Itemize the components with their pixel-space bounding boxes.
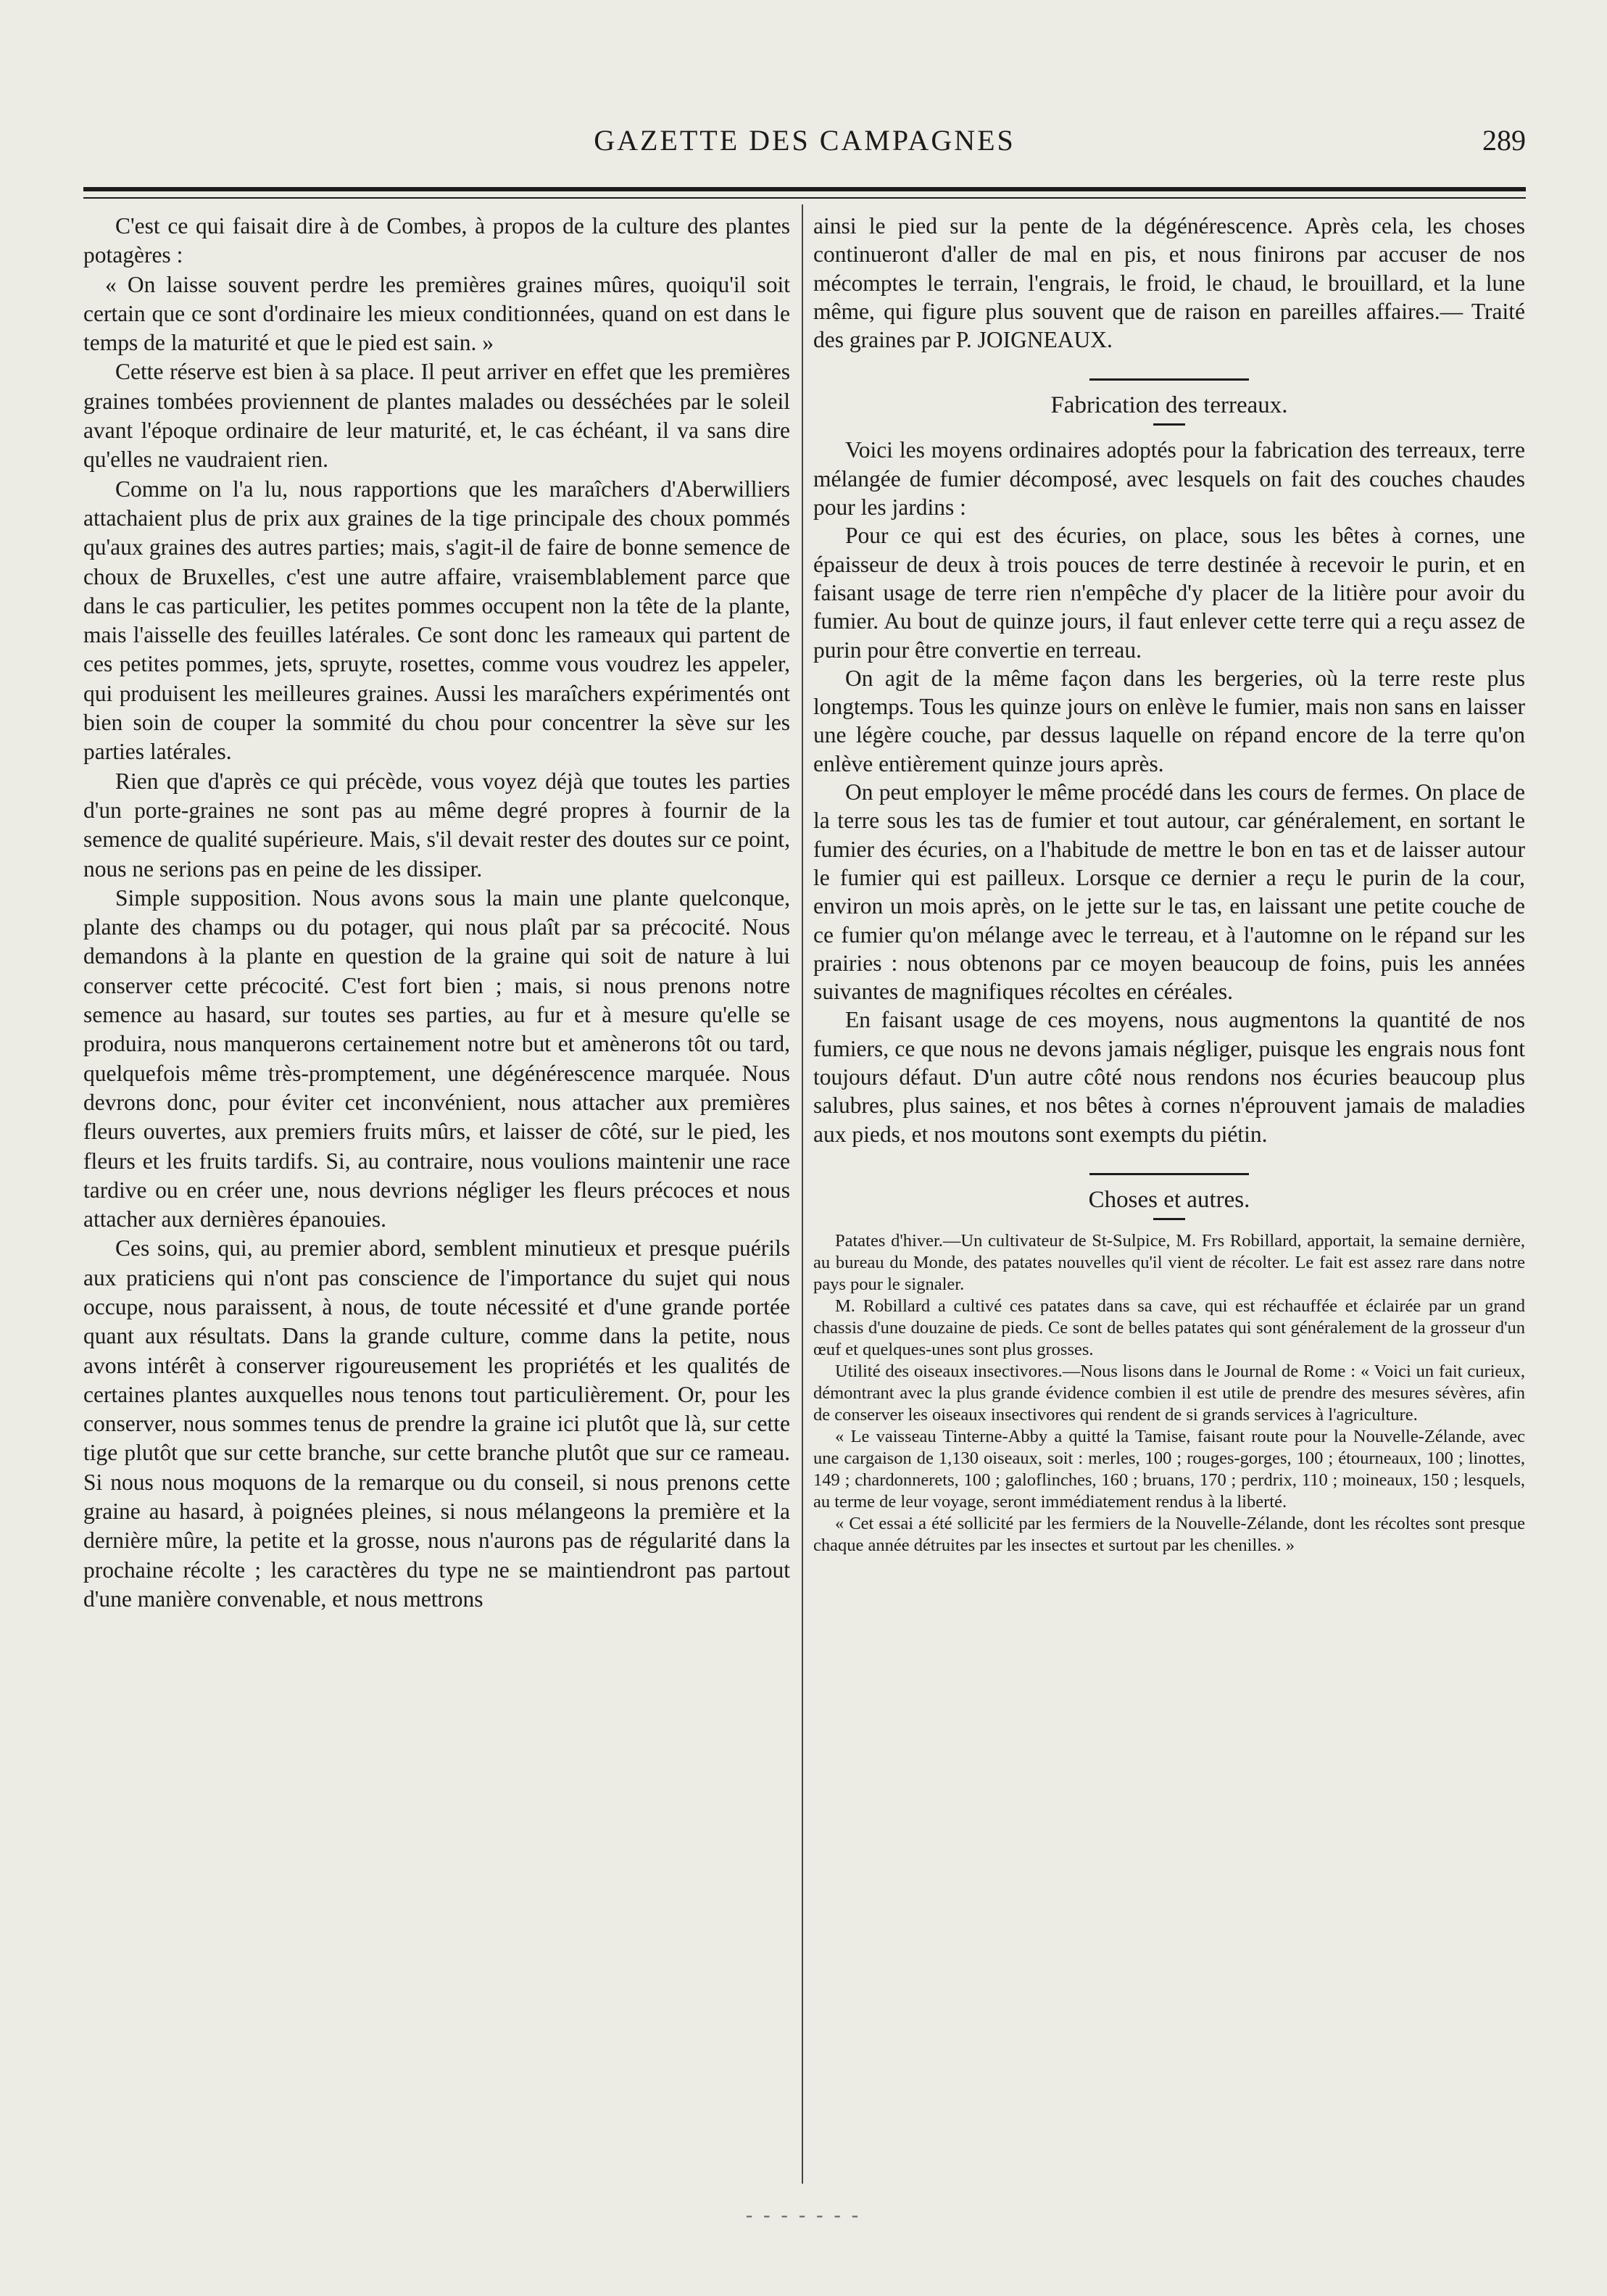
continuation-paragraph: ainsi le pied sur la pente de la dégénérescence. Après cela, les choses continueront d'aller de mal en pis, et nous finirons par accuser de nos mécomptes le terrain, l'engrais, le froid, le chaud, le brouillard, et la lune même, qui figure plus souvent que de raison en pareilles affaires.— Traité des graines par P. JOIGNEAUX. bbox=[813, 213, 1525, 353]
paragraph: En faisant usage de ces moyens, nous augmentons la quantité de nos fumiers, ce que nous ne devons jamais négliger, puisque les engrais nous font toujours défaut. D'un autre côté nous rendons nos écuries beaucoup plus salubres, plus saines, et nos bêtes à cornes n'éprouvent jamais de maladies aux pieds, et nos moutons sont exempts du piétin. bbox=[813, 1007, 1525, 1147]
column-divider bbox=[802, 204, 803, 2184]
paragraph: Cette réserve est bien à sa place. Il peut arriver en effet que les premières graines tombées proviennent de plantes malades ou desséchées par le soleil avant l'époque ordinaire de leur maturité, et, le cas échéant, il va sans dire qu'elles ne vaudraient rien. bbox=[83, 359, 790, 473]
section-title-terreaux: Fabrication des terreaux. bbox=[1050, 392, 1288, 419]
paragraph: Pour ce qui est des écuries, on place, sous les bêtes à cornes, une épaisseur de deux à trois pouces de terre destinée à recevoir le purin, et en faisant usage de terre rien n'empêche d'y placer de la litière pour avoir du fumier. Au bout de quinze jours, il faut enlever cette terre qui a reçu assez de purin pour être convertie en terreau. bbox=[813, 523, 1525, 663]
paragraph: « Cet essai a été sollicité par les fermiers de la Nouvelle-Zélande, dont les récoltes sont presque chaque année détruites par les insectes et surtout par les chenilles. » bbox=[813, 1513, 1525, 1555]
section-rule bbox=[1089, 378, 1249, 381]
paragraph: « Le vaisseau Tinterne-Abby a quitté la Tamise, faisant route pour la Nouvelle-Zélande, avec une cargaison de 1,130 oiseaux, soit : merles, 100 ; rouges-gorges, 100 ; étourneaux, 100 ; linottes, 149 ; chardonnerets, 100 ; galoflinches, 160 ; bruans, 170 ; perdrix, 110 ; moineaux, 150 ; lesquels, au terme de leur voyage, seront immédiatement rendus à la liberté. bbox=[813, 1426, 1525, 1512]
header-rule-thick bbox=[83, 187, 1526, 191]
paragraph: Patates d'hiver.—Un cultivateur de St-Sulpice, M. Frs Robillard, apportait, la semaine dernière, au bureau du Monde, des patates nouvelles qu'il vient de récolter. Le fait est assez rare dans notre pays pour le signaler. bbox=[813, 1230, 1525, 1294]
paragraph: Comme on l'a lu, nous rapportions que les maraîchers d'Aberwilliers attachaient plus de prix aux graines de la tige principale des choux pommés qu'aux graines des autres parties; mais, s'agit-il de faire de bonne semence de choux de Bruxelles, c'est une autre affaire, vraisemblablement parce que dans le cas particulier, les petites pommes occupent non la tête de la plante, mais l'aisselle des feuilles latérales. Ce sont donc les rameaux qui partent de ces petites pommes, jets, spruyte, rosettes, comme vous voudrez les appeler, qui produisent les meilleures graines. Aussi les maraîchers expérimentés ont bien soin de couper la sommité du chou pour concentrer la sève sur les parties latérales. bbox=[83, 476, 790, 765]
title-underline bbox=[1153, 423, 1185, 426]
paragraph: Utilité des oiseaux insectivores.—Nous lisons dans le Journal de Rome : « Voici un fait curieux, démontrant avec la plus grande évidence combien il est utile de prendre des mesures sévères, afin de conserver les oiseaux insectivores qui rendent de si grands services à l'agriculture. bbox=[813, 1361, 1525, 1425]
section-rule bbox=[1089, 1173, 1249, 1175]
page-number: 289 bbox=[1482, 124, 1526, 157]
paragraph: On peut employer le même procédé dans les cours de fermes. On place de la terre sous les tas de fumier et tout autour, car généralement, en sortant le fumier des écuries, on a l'habitude de mettre le bon en tas et de laisser autour le fumier qui est pailleux. Lorsque ce dernier a reçu le purin de la cour, environ un mois après, on le jette sur le tas, en laissant une petite couche de ce fumier qu'on mélange avec le terreau, et à l'automne on le répand sur les prairies : nous obtenons par ce moyen beaucoup de foins, puis les années suivantes de magnifiques récoltes en céréales. bbox=[813, 779, 1525, 1005]
paragraph: Rien que d'après ce qui précède, vous voyez déjà que toutes les parties d'un porte-graines ne sont pas au même degré propres à fournir de la semence de qualité supérieure. Mais, s'il devait rester des doutes sur ce point, nous ne serions pas en peine de les dissiper. bbox=[83, 768, 790, 882]
page-header bbox=[83, 123, 1526, 174]
title-underline bbox=[1153, 1218, 1185, 1220]
paragraph: Simple supposition. Nous avons sous la main une plante quelconque, plante des champs ou du potager, qui nous plaît par sa précocité. Nous demandons à la plante en question de la graine qui soit de nature à lui conserver cette précocité. C'est fort bien ; mais, si nous prenons notre semence au hasard, sur toutes ses parties, au fur et à mesure qu'elle se produira, nous manquerons certainement notre but et amènerons tôt ou tard, quelquefois même très-promptement, une dégénérescence marquée. Nous devrons donc, pour éviter cet inconvénient, nous attacher aux premières fleurs ouvertes, aux premiers fruits mûrs, et laisser de côté, sur le pied, les fleurs et les fruits tardifs. Si, au contraire, nous voulions maintenir une race tardive ou en créer une, nous devrions négliger les fleurs précoces et nous attacher aux dernières épanouies. bbox=[83, 884, 790, 1232]
small-print-block bbox=[813, 1230, 1525, 1557]
paragraph: Voici les moyens ordinaires adoptés pour la fabrication des terreaux, terre mélangée de fumier décomposé, avec lesquels on fait des couches chaudes pour les jardins : bbox=[813, 437, 1525, 521]
running-title: GAZETTE DES CAMPAGNES bbox=[594, 124, 1016, 157]
right-column bbox=[813, 212, 1525, 1557]
paragraph: M. Robillard a cultivé ces patates dans sa cave, qui est réchauffée et éclairée par un grand chassis d'une douzaine de pieds. Ce sont de belles patates qui sont généralement de la grosseur d'un œuf et quelques-unes sont plus grosses. bbox=[813, 1296, 1525, 1359]
quote-paragraph: « On laisse souvent perdre les premières graines mûres, quoiqu'il soit certain que ce sont d'ordinaire les mieux conditionnées, quand on est dans le temps de la maturité et que le pied est sain. » bbox=[83, 271, 790, 356]
section-title-choses: Choses et autres. bbox=[1088, 1186, 1250, 1213]
paragraph: C'est ce qui faisait dire à de Combes, à propos de la culture des plantes potagères : bbox=[83, 213, 790, 268]
left-column bbox=[83, 212, 790, 1614]
paragraph: Ces soins, qui, au premier abord, semblent minutieux et presque puérils aux praticiens qui n'ont pas conscience de l'importance du sujet qui nous occupe, nous paraissent, à nous, de toute nécessité et d'une grande portée quant aux résultats. Dans la grande culture, comme dans la petite, nous avons intérêt à conserver rigoureusement les propriétés et les qualités de certaines plantes auxquelles nous tenons tout particulièrement. Or, pour les conserver, nous sommes tenus de prendre la graine ici plutôt que là, sur cette tige plutôt que sur cette branche, sur cette branche plutôt que sur ce rameau. Si nous nous moquons de la remarque ou du conseil, si nous prenons cette graine au hasard, à poignées pleines, si nous mélangeons la première et la dernière mûre, la petite et la grosse, nous n'aurons pas de régularité dans la prochaine récolte ; les caractères du type ne se maintiendront pas partout d'une manière convenable, et nous mettrons bbox=[83, 1235, 790, 1612]
header-rule-thin bbox=[83, 197, 1526, 199]
paragraph: On agit de la même façon dans les bergeries, où la terre reste plus longtemps. Tous les quinze jours on enlève le fumier, mais non sans en laisser une légère couche, par dessus laquelle on répand encore de la terre qu'on enlève entièrement quinze jours après. bbox=[813, 665, 1525, 776]
footer-marks: - - - - - - - bbox=[745, 2204, 862, 2226]
